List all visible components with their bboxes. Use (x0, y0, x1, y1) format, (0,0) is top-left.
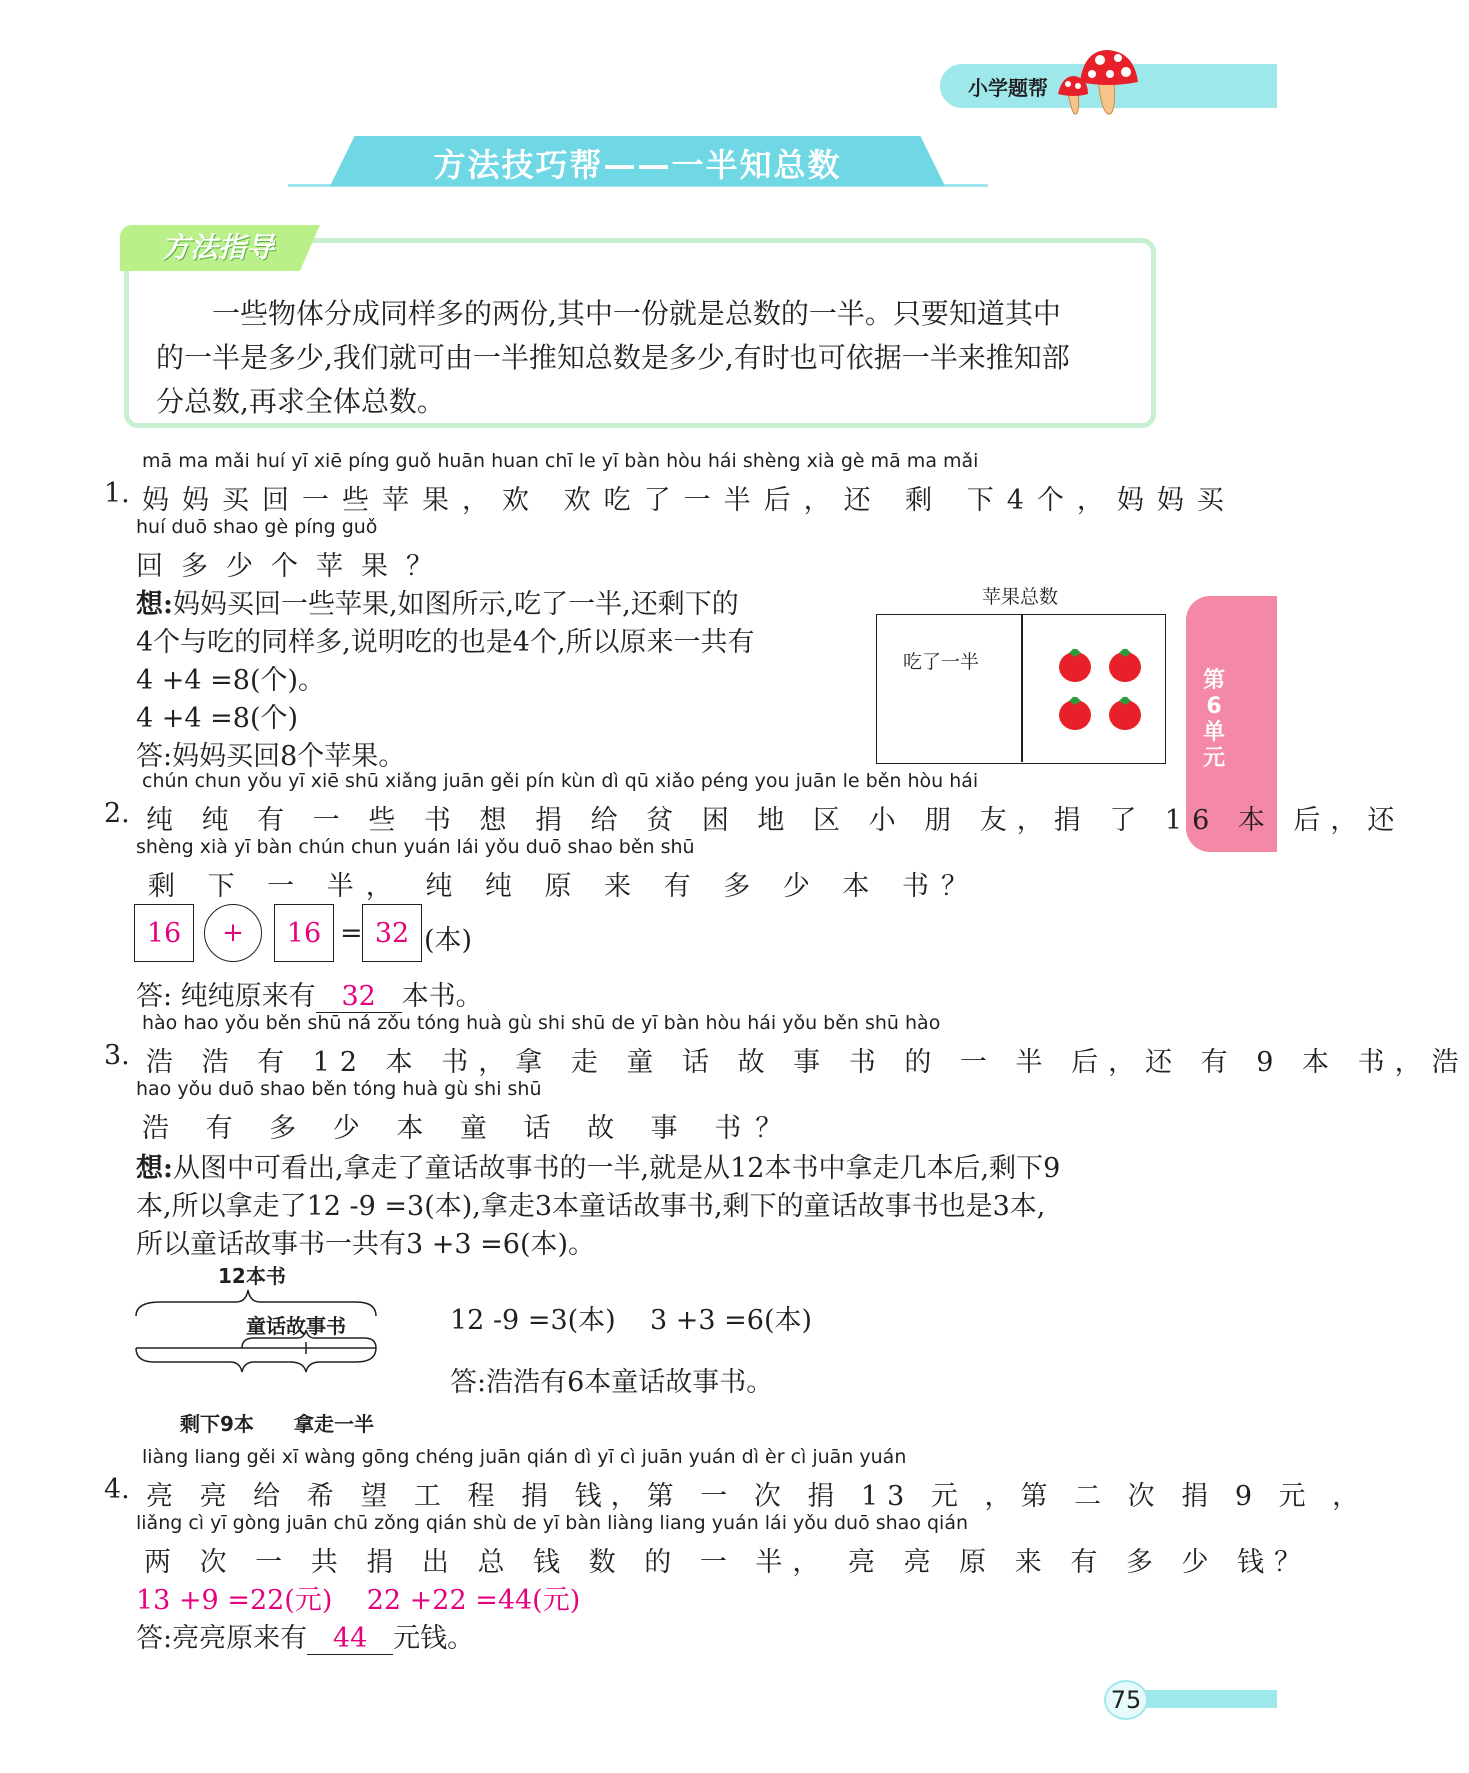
q4-calc: 13 +9 =22(元) 22 +22 =44(元) (136, 1585, 581, 1616)
q1-answer: 答:妈妈买回8个苹果。 (136, 741, 406, 772)
q2-box-3: 32 (362, 904, 422, 962)
apple-group-icon (1055, 643, 1151, 739)
q2-equals: = (340, 918, 363, 949)
q3-pinyin-2: hao yǒu duō shao běn tóng huà gù shi shū (136, 1078, 542, 1100)
method-line-3: 分总数,再求全体总数。 (156, 385, 445, 418)
q2-answer-post: 本书。 (401, 981, 483, 1012)
q3-calc: 12 -9 =3(本) 3 +3 =6(本) (450, 1305, 813, 1336)
q2-pinyin-2: shèng xià yī bàn chún chun yuán lái yǒu duō shao běn shū (136, 836, 695, 858)
q3-text-2: 浩 有 多 少 本 童 话 故 事 书？ (142, 1113, 797, 1144)
q1-text-2: 回多少个苹果？ (136, 551, 451, 582)
q3-think-1 (136, 1146, 1060, 1185)
q2-answer (136, 974, 483, 1013)
q3-think-2: 本,所以拿走了12 -9 =3(本),拿走3本童话故事书,剩下的童话故事书也是3本, (136, 1191, 1046, 1222)
q3-diagram-total: 12本书 (218, 1264, 286, 1288)
apple-icon (1109, 649, 1141, 682)
q3-think-text-1: 从图中可看出,拿走了童话故事书的一半,就是从12本书中拿走几本后,剩下9 (172, 1153, 1061, 1184)
q4-answer-pre: 答:亮亮原来有 (136, 1623, 308, 1654)
q1-pinyin-2: huí duō shao gè píng guǒ (136, 516, 378, 538)
q3-diagram-taken-label: 拿走一半 (294, 1412, 374, 1436)
page-number: 75 (1104, 1680, 1148, 1720)
q1-text-1: 妈妈买回一些苹果，欢 欢吃了一半后，还 剩 下4个，妈妈买 (142, 485, 1237, 516)
method-guide-label: 方法指导 (162, 231, 275, 264)
q1-diagram-title: 苹果总数 (982, 586, 1059, 608)
q1-think-text-1: 妈妈买回一些苹果,如图所示,吃了一半,还剩下的 (172, 589, 739, 620)
q4-pinyin-2: liǎng cì yī gòng juān chū zǒng qián shù de yī bàn liàng liang yuán lái yǒu duō shao qián (136, 1512, 969, 1534)
q1-diagram-eaten-label: 吃了一半 (903, 651, 980, 673)
q3-pinyin-1: hào hao yǒu běn shū ná zǒu tóng huà gù shi shū de yī bàn hòu hái yǒu běn shū hào (142, 1012, 941, 1034)
q1-calc: 4 +4 =8(个) (136, 703, 299, 734)
q2-box-2: 16 (274, 904, 334, 962)
q3-answer: 答:浩浩有6本童话故事书。 (450, 1367, 774, 1398)
q2-answer-blank: 32 (316, 981, 402, 1013)
q1-think-2: 4个与吃的同样多,说明吃的也是4个,所以原来一共有 (136, 627, 755, 658)
q4-number: 4. (104, 1474, 130, 1505)
q2-box-1: 16 (134, 904, 194, 962)
q2-text-2: 剩 下 一 半， 纯 纯 原 来 有 多 少 本 书？ (148, 871, 980, 902)
q4-answer-blank: 44 (307, 1623, 393, 1655)
q2-number: 2. (104, 798, 130, 829)
q1-pinyin-1: mā ma mǎi huí yī xiē píng guǒ huān huan chī le yī bàn hòu hái shèng xià gè mā ma mǎi (142, 450, 979, 472)
apple-icon (1059, 649, 1091, 682)
q2-text-1: 纯 纯 有 一 些 书 想 捐 给 贫 困 地 区 小 朋 友，捐 了 16 本 后，还 (146, 805, 1405, 836)
q1-number: 1. (104, 478, 130, 509)
apple-icon (1109, 697, 1141, 730)
method-line-2: 的一半是多少,我们就可由一半推知总数是多少,有时也可依据一半来推知部 (156, 341, 1070, 374)
q1-think-1 (136, 582, 739, 621)
q2-operator-circle: + (204, 904, 262, 962)
page-title: 方法技巧帮——一半知总数 (433, 146, 842, 184)
unit-label: 第6单元 (1202, 668, 1225, 771)
q3-bracket-diagram (130, 1286, 380, 1402)
q2-pinyin-1: chún chun yǒu yī xiē shū xiǎng juān gěi pín kùn dì qū xiǎo péng you juān le běn hòu hái (142, 770, 979, 792)
q1-think-3: 4 +4 =8(个)。 (136, 665, 326, 696)
q3-think-3: 所以童话故事书一共有3 +3 =6(本)。 (136, 1229, 596, 1260)
q3-diagram-left-label: 剩下9本 (180, 1412, 254, 1436)
mushroom-icon (1058, 46, 1148, 118)
q3-think-label: 想: (136, 1153, 173, 1184)
q3-text-1: 浩 浩 有 12 本 书，拿 走 童 话 故 事 书 的 一 半 后，还 有 9 本 书，浩 (146, 1047, 1469, 1078)
q2-answer-pre: 答: 纯纯原来有 (136, 981, 316, 1012)
q4-answer-post: 元钱。 (393, 1623, 475, 1654)
method-line-1: 一些物体分成同样多的两份,其中一份就是总数的一半。只要知道其中 (212, 297, 1061, 330)
q1-think-label: 想: (136, 589, 173, 620)
q1-diagram-box (876, 614, 1166, 764)
q3-diagram-story-label: 童话故事书 (246, 1314, 346, 1338)
q3-number: 3. (104, 1040, 130, 1071)
apple-icon (1059, 697, 1091, 730)
q4-pinyin-1: liàng liang gěi xī wàng gōng chéng juān qián dì yī cì juān yuán dì èr cì juān yuán (142, 1446, 907, 1468)
q2-unit: (本) (424, 925, 473, 956)
q4-text-1: 亮 亮 给 希 望 工 程 捐 钱，第 一 次 捐 13 元 ，第 二 次 捐 9 元 ， (146, 1481, 1369, 1512)
q1-diagram-divider (1021, 615, 1023, 762)
q4-text-2: 两 次 一 共 捐 出 总 钱 数 的 一 半， 亮 亮 原 来 有 多 少 钱？ (144, 1547, 1312, 1578)
brand-label: 小学题帮 (968, 76, 1048, 100)
q4-answer (136, 1616, 474, 1655)
